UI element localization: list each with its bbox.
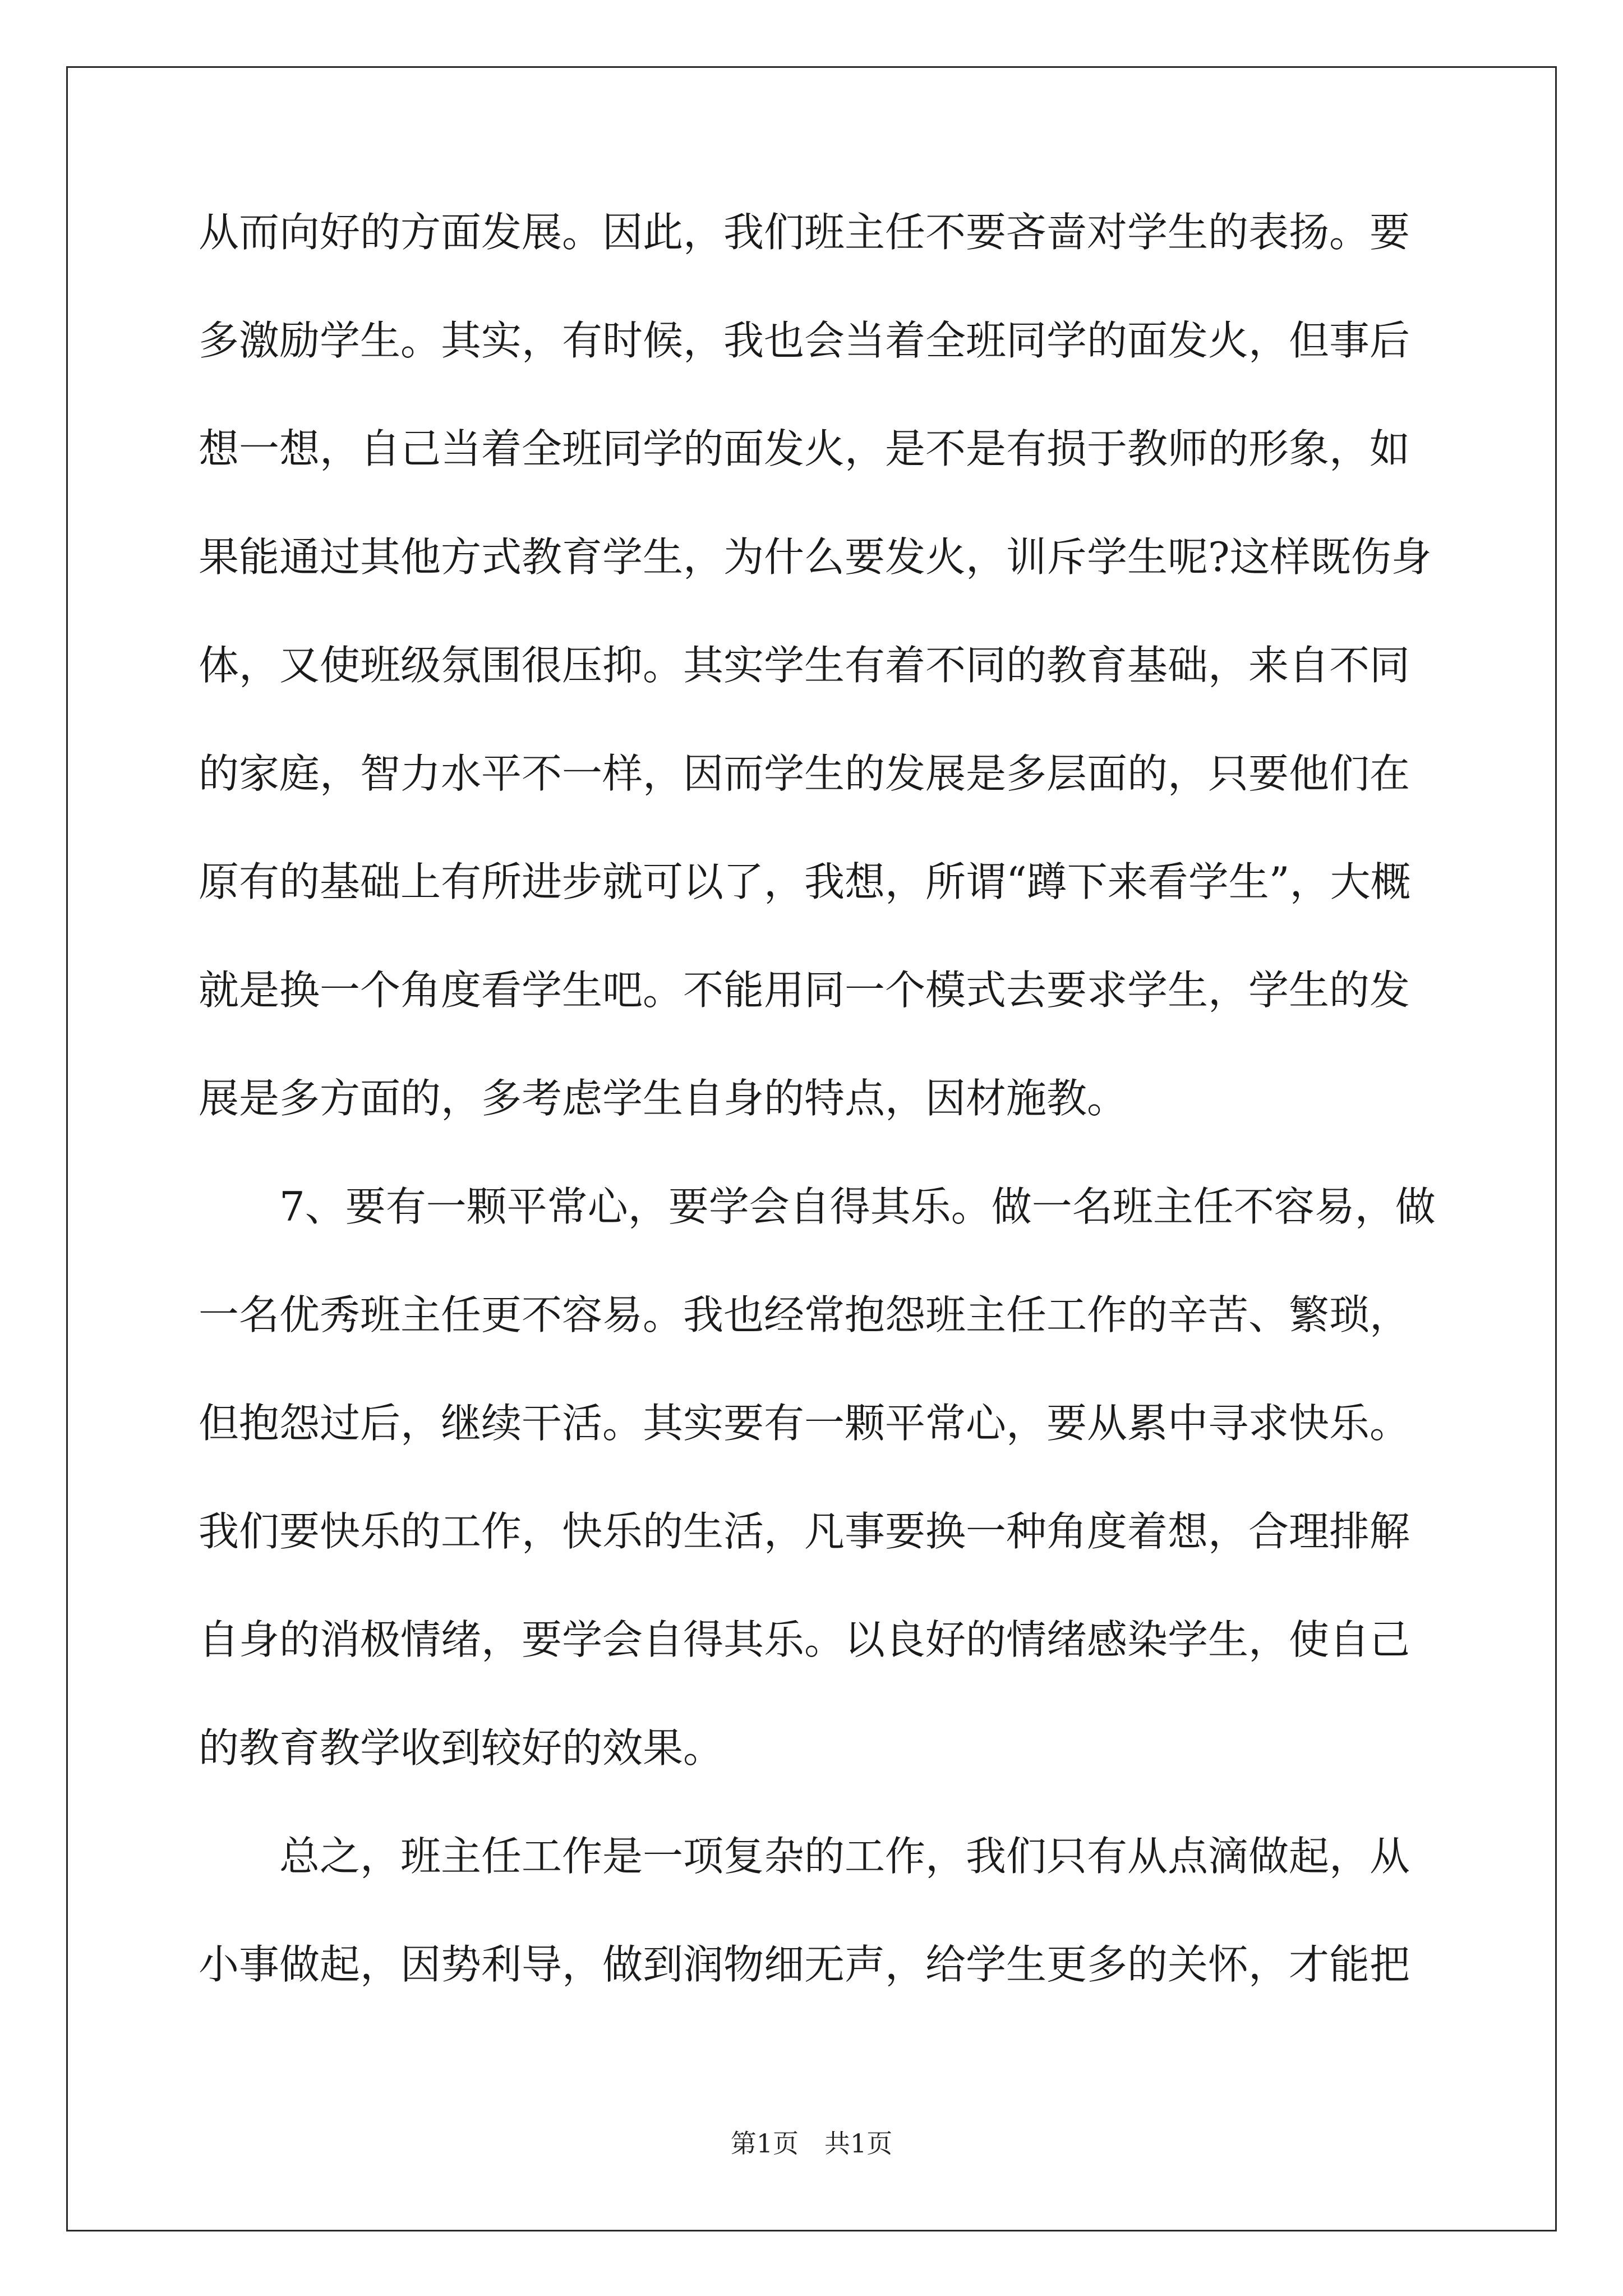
text-line: 的教育教学收到较好的效果。 bbox=[199, 1724, 724, 1772]
text-line: 7、要有一颗平常心，要学会自得其乐。做一名班主任不容易，做 bbox=[199, 1183, 1436, 1230]
page-footer: 第1页 共1页 bbox=[730, 2128, 893, 2159]
text-line: 但抱怨过后，继续干活。其实要有一颗平常心，要从累中寻求快乐。 bbox=[199, 1400, 1410, 1447]
text-line: 多激励学生。其实，有时候，我也会当着全班同学的面发火，但事后 bbox=[199, 317, 1410, 364]
document-body bbox=[199, 209, 1436, 2053]
text-line: 从而向好的方面发展。因此，我们班主任不要吝啬对学生的表扬。要 bbox=[199, 209, 1410, 256]
text-line: 小事做起，因势利导，做到润物细无声，给学生更多的关怀，才能把 bbox=[199, 1941, 1410, 1988]
text-line: 我们要快乐的工作，快乐的生活，凡事要换一种角度着想，合理排解 bbox=[199, 1508, 1410, 1555]
text-line: 展是多方面的，多考虑学生自身的特点，因材施教。 bbox=[199, 1075, 1128, 1122]
text-line: 体，又使班级氛围很压抑。其实学生有着不同的教育基础，来自不同 bbox=[199, 642, 1410, 689]
text-line: 原有的基础上有所进步就可以了，我想，所谓“蹲下来看学生”，大概 bbox=[199, 858, 1411, 905]
text-line: 的家庭，智力水平不一样，因而学生的发展是多层面的，只要他们在 bbox=[199, 750, 1410, 797]
text-line: 一名优秀班主任更不容易。我也经常抱怨班主任工作的辛苦、繁琐， bbox=[199, 1291, 1410, 1338]
text-line: 就是换一个角度看学生吧。不能用同一个模式去要求学生，学生的发 bbox=[199, 967, 1410, 1014]
text-line: 想一想，自己当着全班同学的面发火，是不是有损于教师的形象，如 bbox=[199, 425, 1410, 472]
text-line: 自身的消极情绪，要学会自得其乐。以良好的情绪感染学生，使自己 bbox=[199, 1616, 1410, 1663]
text-line: 果能通过其他方式教育学生，为什么要发火，训斥学生呢?这样既伤身 bbox=[199, 533, 1432, 581]
text-line: 总之，班主任工作是一项复杂的工作，我们只有从点滴做起，从 bbox=[199, 1833, 1410, 1880]
